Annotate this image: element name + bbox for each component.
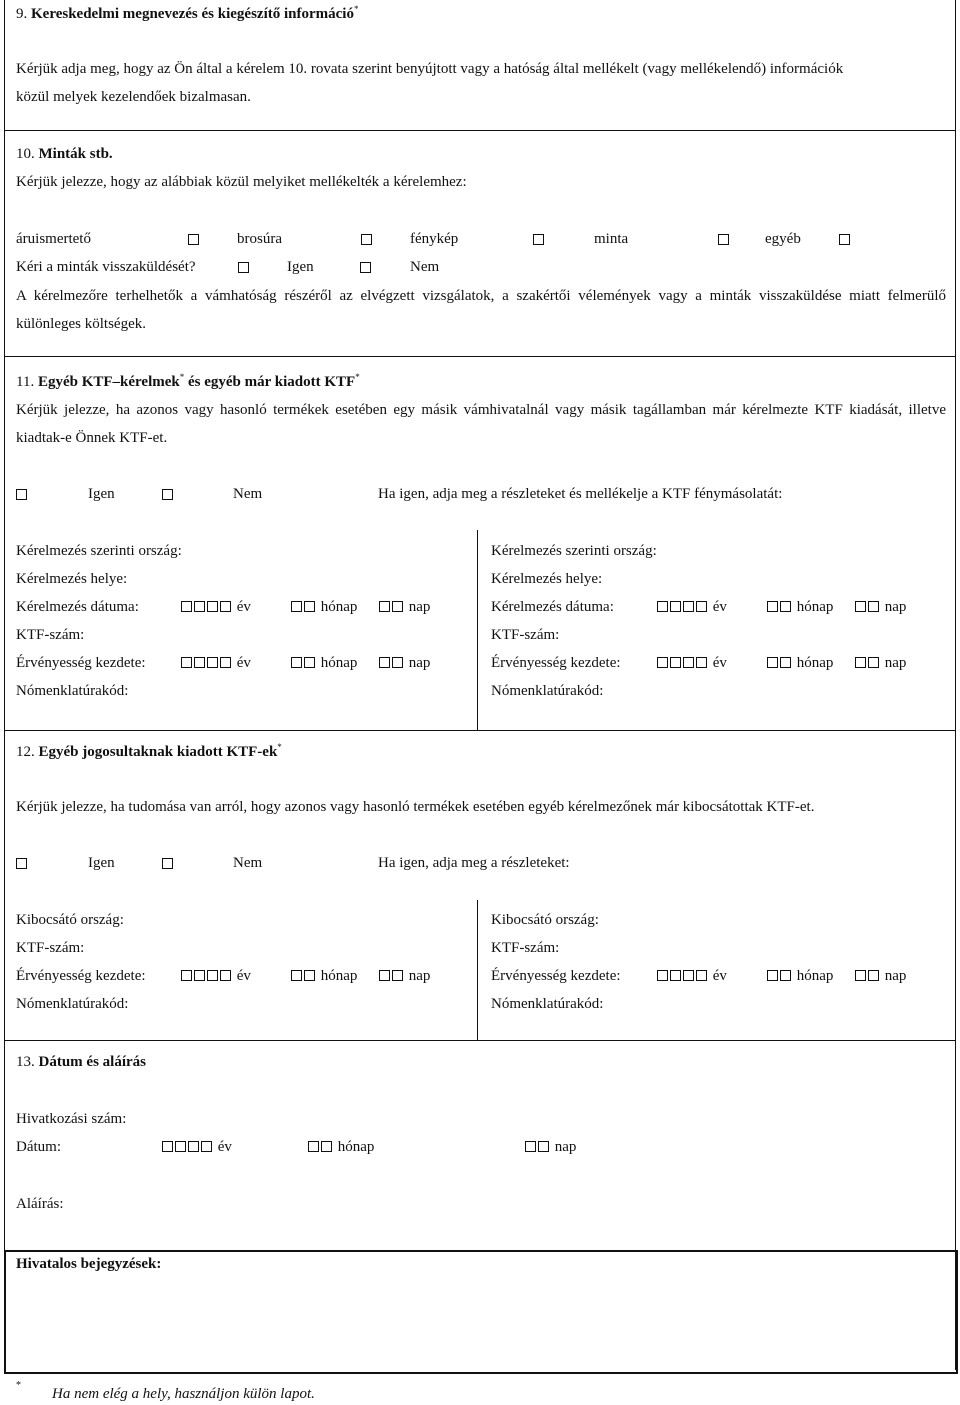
- digit-box[interactable]: [780, 601, 791, 612]
- digit-box[interactable]: [207, 970, 218, 981]
- s11-left-date-month[interactable]: [291, 599, 357, 616]
- s12-left-validity: Érvényesség kezdete:: [16, 968, 146, 984]
- s11-left-validity-month[interactable]: [291, 655, 357, 672]
- footnote-star: *: [355, 372, 360, 382]
- option-brochure-label: brosúra: [237, 231, 282, 247]
- digit-box[interactable]: [181, 970, 192, 981]
- option-photo-checkbox[interactable]: [533, 234, 544, 245]
- section-9-heading: [16, 4, 358, 23]
- section-10-heading: [16, 146, 113, 163]
- s11-left-nomen: Nómenklatúrakód:: [16, 683, 129, 699]
- footnote-star: *: [277, 742, 282, 752]
- digit-box[interactable]: [392, 601, 403, 612]
- option-sample-label: minta: [594, 231, 629, 247]
- digit-box[interactable]: [379, 657, 390, 668]
- s11-left-place: Kérelmezés helye:: [16, 571, 128, 587]
- digit-box[interactable]: [194, 601, 205, 612]
- s12-right-country: Kibocsátó ország:: [491, 912, 599, 928]
- digit-box[interactable]: [657, 970, 668, 981]
- unit-year: év: [712, 968, 727, 984]
- s11-right-date-year[interactable]: [657, 599, 727, 616]
- section-12-title: Egyéb jogosultaknak kiadott KTF-ek: [38, 744, 278, 760]
- divider-12-columns: [477, 900, 478, 1040]
- digit-box[interactable]: [392, 657, 403, 668]
- digit-box[interactable]: [767, 657, 778, 668]
- section-12-text: Kérjük jelezze, ha tudomása van arról, hogy azonos vagy hasonló termékek esetében egyéb kérelmezőnek már kibocsátottak KTF-et.: [16, 799, 815, 815]
- digit-box[interactable]: [868, 970, 879, 981]
- digit-box[interactable]: [207, 601, 218, 612]
- footnote-mark: *: [16, 1380, 21, 1391]
- digit-box[interactable]: [321, 1141, 332, 1152]
- s11-right-place: Kérelmezés helye:: [491, 571, 603, 587]
- unit-year: év: [236, 968, 251, 984]
- section-10-intro: Kérjük jelezze, hogy az alábbiak közül melyiket mellékelték a kérelemhez:: [16, 174, 467, 190]
- unit-day: nap: [884, 968, 907, 984]
- option-leaflet-label: áruismertető: [16, 231, 91, 247]
- signature-label: Aláírás:: [16, 1196, 64, 1212]
- unit-month: hónap: [320, 655, 358, 671]
- return-question: Kéri a minták visszaküldését?: [16, 259, 196, 275]
- digit-box[interactable]: [657, 601, 668, 612]
- return-yes-label: Igen: [287, 259, 314, 275]
- unit-day: nap: [884, 599, 907, 615]
- s11-details-label: Ha igen, adja meg a részleteket és mellékelje a KTF fénymásolatát:: [378, 486, 783, 502]
- field-label: Kérelmezés dátuma:: [16, 599, 139, 615]
- divider-12-13: [4, 1040, 956, 1041]
- s11-right-country: Kérelmezés szerinti ország:: [491, 543, 657, 559]
- section-11-heading: [16, 372, 360, 391]
- s12-left-validity-day[interactable]: [379, 968, 430, 985]
- s11-right-nomen: Nómenklatúrakód:: [491, 683, 604, 699]
- return-no-checkbox[interactable]: [360, 262, 371, 273]
- s11-left-date-day[interactable]: [379, 599, 430, 616]
- digit-box[interactable]: [291, 601, 302, 612]
- return-no-label: Nem: [410, 259, 440, 275]
- digit-box[interactable]: [696, 970, 707, 981]
- digit-box[interactable]: [392, 970, 403, 981]
- digit-box[interactable]: [657, 657, 668, 668]
- s11-no-checkbox[interactable]: [162, 489, 173, 500]
- section-9-title: Kereskedelmi megnevezés és kiegészítő információ: [31, 6, 354, 22]
- section-12-number: 12.: [16, 744, 35, 760]
- digit-box[interactable]: [538, 1141, 549, 1152]
- digit-box[interactable]: [162, 1141, 173, 1152]
- s11-left-validity: Érvényesség kezdete:: [16, 655, 146, 671]
- return-yes-checkbox[interactable]: [238, 262, 249, 273]
- s12-right-ktf: KTF-szám:: [491, 940, 560, 956]
- frame-left: [4, 0, 5, 1370]
- unit-year: év: [712, 655, 727, 671]
- section-11-text: Kérjük jelezze, ha azonos vagy hasonló termékek esetében egy másik vámhivatalnál vagy másik tagállamban már kérelmezte KTF kiadását, illetve kiadtak-e Önnek KTF-et.: [16, 402, 946, 446]
- s12-left-nomen: Nómenklatúrakód:: [16, 996, 129, 1012]
- digit-box[interactable]: [525, 1141, 536, 1152]
- s13-date-month[interactable]: [308, 1139, 374, 1156]
- s12-yes-label: Igen: [88, 855, 115, 871]
- s11-left-country: Kérelmezés szerinti ország:: [16, 543, 182, 559]
- s12-right-validity: Érvényesség kezdete:: [491, 968, 621, 984]
- s11-left-date-boxes[interactable]: [181, 599, 251, 616]
- unit-year: év: [236, 599, 251, 615]
- s12-details-label: Ha igen, adja meg a részleteket:: [378, 855, 570, 871]
- digit-box[interactable]: [379, 970, 390, 981]
- s11-yes-label: Igen: [88, 486, 115, 502]
- digit-box[interactable]: [188, 1141, 199, 1152]
- s12-right-validity-year[interactable]: [657, 968, 727, 985]
- s11-left-validity-year[interactable]: [181, 655, 251, 672]
- unit-month: hónap: [796, 655, 834, 671]
- digit-box[interactable]: [220, 970, 231, 981]
- frame-right: [955, 0, 956, 1370]
- unit-month: hónap: [337, 1139, 375, 1155]
- option-leaflet-checkbox[interactable]: [188, 234, 199, 245]
- section-11-title-b: és egyéb már kiadott KTF: [184, 374, 356, 390]
- s11-right-validity-day[interactable]: [855, 655, 906, 672]
- digit-box[interactable]: [696, 657, 707, 668]
- section-9-text-line1: Kérjük adja meg, hogy az Ön által a kérelem 10. rovata szerint benyújtott vagy a hatóság által mellékelt (vagy mellékelendő) információk: [16, 61, 844, 77]
- s12-left-validity-year[interactable]: [181, 968, 251, 985]
- digit-box[interactable]: [181, 601, 192, 612]
- digit-box[interactable]: [868, 601, 879, 612]
- s11-right-validity-year[interactable]: [657, 655, 727, 672]
- section-13-heading: [16, 1054, 146, 1071]
- unit-month: hónap: [320, 599, 358, 615]
- s11-right-validity-month[interactable]: [767, 655, 833, 672]
- digit-box[interactable]: [304, 657, 315, 668]
- unit-day: nap: [884, 655, 907, 671]
- digit-box[interactable]: [379, 601, 390, 612]
- s13-date-day[interactable]: [525, 1139, 576, 1156]
- s11-right-validity: Érvényesség kezdete:: [491, 655, 621, 671]
- unit-day: nap: [408, 599, 431, 615]
- option-other-checkbox[interactable]: [839, 234, 850, 245]
- s12-no-checkbox[interactable]: [162, 858, 173, 869]
- digit-box[interactable]: [683, 601, 694, 612]
- s11-left-ktf: KTF-szám:: [16, 627, 85, 643]
- s12-right-nomen: Nómenklatúrakód:: [491, 996, 604, 1012]
- s11-left-validity-day[interactable]: [379, 655, 430, 672]
- digit-box[interactable]: [670, 657, 681, 668]
- digit-box[interactable]: [194, 970, 205, 981]
- unit-year: év: [712, 599, 727, 615]
- digit-box[interactable]: [855, 657, 866, 668]
- unit-month: hónap: [320, 968, 358, 984]
- s11-no-label: Nem: [233, 486, 263, 502]
- s11-right-ktf: KTF-szám:: [491, 627, 560, 643]
- option-sample-checkbox[interactable]: [718, 234, 729, 245]
- unit-day: nap: [554, 1139, 577, 1155]
- unit-year: év: [236, 655, 251, 671]
- digit-box[interactable]: [304, 970, 315, 981]
- digit-box[interactable]: [780, 657, 791, 668]
- s12-no-label: Nem: [233, 855, 263, 871]
- official-entries-title: Hivatalos bejegyzések:: [16, 1256, 162, 1272]
- section-11-title-a: Egyéb KTF–kérelmek: [37, 374, 180, 390]
- unit-month: hónap: [796, 968, 834, 984]
- section-11-number: 11.: [16, 374, 35, 390]
- divider-11-12: [4, 730, 956, 731]
- digit-box[interactable]: [220, 601, 231, 612]
- divider-11-columns: [477, 530, 478, 730]
- digit-box[interactable]: [291, 657, 302, 668]
- section-13-number: 13.: [16, 1054, 35, 1070]
- option-photo-label: fénykép: [410, 231, 459, 247]
- section-9-number: 9.: [16, 6, 28, 22]
- costs-text: A kérelmezőre terhelhetők a vámhatóság részéről az elvégzett vizsgálatok, a szakértői vélemények vagy a minták visszaküldése miatt felmerülő különleges költségek.: [16, 288, 946, 332]
- digit-box[interactable]: [304, 601, 315, 612]
- digit-box[interactable]: [855, 970, 866, 981]
- digit-box[interactable]: [767, 601, 778, 612]
- option-other-label: egyéb: [765, 231, 801, 247]
- unit-day: nap: [408, 655, 431, 671]
- unit-year: év: [217, 1139, 232, 1155]
- digit-box[interactable]: [291, 970, 302, 981]
- s11-right-date-month[interactable]: [767, 599, 833, 616]
- digit-box[interactable]: [201, 1141, 212, 1152]
- s12-left-validity-month[interactable]: [291, 968, 357, 985]
- digit-box[interactable]: [868, 657, 879, 668]
- digit-box[interactable]: [683, 970, 694, 981]
- digit-box[interactable]: [696, 601, 707, 612]
- s12-left-ktf: KTF-szám:: [16, 940, 85, 956]
- section-9-text-line2: közül melyek kezelendőek bizalmasan.: [16, 89, 251, 105]
- s11-right-date-day[interactable]: [855, 599, 906, 616]
- digit-box[interactable]: [181, 657, 192, 668]
- digit-box[interactable]: [780, 970, 791, 981]
- s12-right-validity-day[interactable]: [855, 968, 906, 985]
- digit-box[interactable]: [194, 657, 205, 668]
- digit-box[interactable]: [175, 1141, 186, 1152]
- digit-box[interactable]: [855, 601, 866, 612]
- s11-right-date: Kérelmezés dátuma:: [491, 599, 614, 615]
- unit-day: nap: [408, 968, 431, 984]
- reference-number-label: Hivatkozási szám:: [16, 1111, 127, 1127]
- option-brochure-checkbox[interactable]: [361, 234, 372, 245]
- section-12-heading: [16, 742, 282, 761]
- divider-9-10: [4, 130, 956, 131]
- s11-yes-checkbox[interactable]: [16, 489, 27, 500]
- digit-box[interactable]: [767, 970, 778, 981]
- section-13-title: Dátum és aláírás: [38, 1054, 146, 1070]
- unit-month: hónap: [796, 599, 834, 615]
- digit-box[interactable]: [308, 1141, 319, 1152]
- s12-yes-checkbox[interactable]: [16, 858, 27, 869]
- digit-box[interactable]: [207, 657, 218, 668]
- footnote-star: *: [179, 372, 185, 382]
- footnote-text: Ha nem elég a hely, használjon külön lapot.: [52, 1386, 315, 1402]
- digit-box[interactable]: [220, 657, 231, 668]
- section-10-number: 10.: [16, 146, 35, 162]
- date-label: Dátum:: [16, 1139, 61, 1155]
- digit-box[interactable]: [670, 601, 681, 612]
- digit-box[interactable]: [683, 657, 694, 668]
- s11-left-date: [16, 599, 139, 616]
- s13-date-year[interactable]: [162, 1139, 232, 1156]
- divider-10-11: [4, 356, 956, 357]
- s12-left-country: Kibocsátó ország:: [16, 912, 124, 928]
- digit-box[interactable]: [670, 970, 681, 981]
- footnote-star: *: [353, 4, 359, 14]
- section-10-title: Minták stb.: [38, 146, 113, 162]
- s12-right-validity-month[interactable]: [767, 968, 833, 985]
